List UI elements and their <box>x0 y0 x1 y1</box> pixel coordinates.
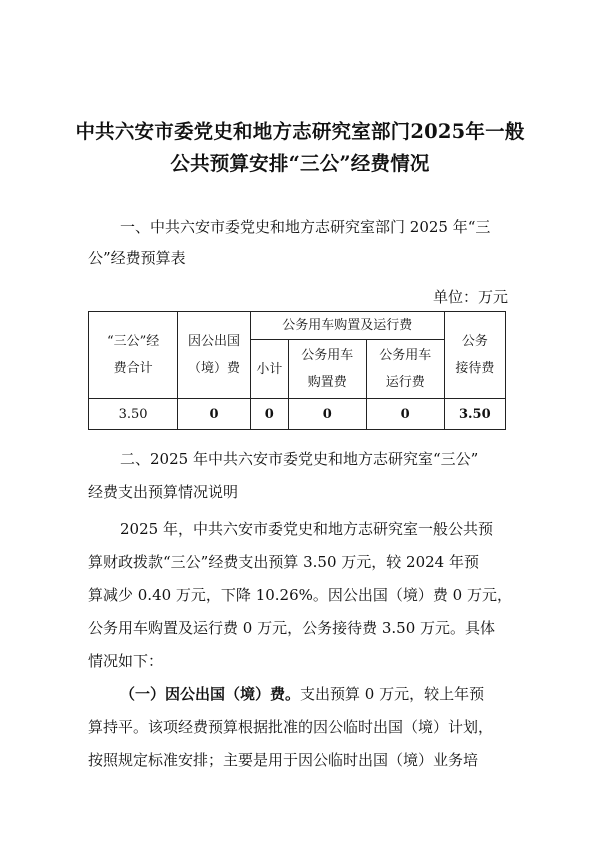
paragraph-line <box>120 683 484 704</box>
unit-label: 单位：万元 <box>432 288 508 306</box>
cell-subtotal: 0 <box>250 399 288 430</box>
header-abroad: 因公出国 （境）费 <box>178 312 251 399</box>
paragraph-line: 公务用车购置及运行费 0 万元，公务接待费 3.50 万元。具体 <box>88 619 496 637</box>
paragraph-line: 算减少 0.40 万元，下降 10.26%。因公出国（境）费 0 万元， <box>88 586 512 604</box>
paragraph-line: 算财政拨款“三公”经费支出预算 3.50 万元，较 2024 年预 <box>88 553 479 571</box>
paragraph-line: 情况如下： <box>88 652 164 670</box>
document-title-line1: 中共六安市委党史和地方志研究室部门2025年一般 <box>75 120 525 143</box>
cell-vehicle-operation: 0 <box>366 399 444 430</box>
header-reception: 公务 接待费 <box>444 312 505 399</box>
paragraph-text: 支出预算 0 万元，较上年预 <box>300 685 485 703</box>
header-vehicle-group: 公务用车购置及运行费 <box>250 312 444 340</box>
section2-heading-line1: 二、2025 年中共六安市委党史和地方志研究室“三公” <box>120 450 479 468</box>
section1-heading-line1: 一、中共六安市委党史和地方志研究室部门 2025 年“三 <box>120 218 491 236</box>
section2-heading-line2: 经费支出预算情况说明 <box>88 483 239 501</box>
subsection-heading: （一）因公出国（境）费。 <box>120 685 301 703</box>
cell-reception: 3.50 <box>444 399 505 430</box>
paragraph-line: 2025 年，中共六安市委党史和地方志研究室一般公共预 <box>120 520 493 538</box>
paragraph-line: 算持平。该项经费预算根据批准的因公临时出国（境）计划， <box>88 718 494 736</box>
cell-total: 3.50 <box>89 399 178 430</box>
header-subtotal: 小计 <box>250 340 288 399</box>
document-title-line2: 公共预算安排“三公”经费情况 <box>170 152 430 175</box>
cell-abroad: 0 <box>178 399 251 430</box>
budget-table <box>88 311 506 430</box>
paragraph-line: 按照规定标准安排；主要是用于因公临时出国（境）业务培 <box>88 751 479 769</box>
header-total: “三公”经 费合计 <box>89 312 178 399</box>
header-vehicle-purchase: 公务用车 购置费 <box>288 340 366 399</box>
header-vehicle-operation: 公务用车 运行费 <box>366 340 444 399</box>
cell-vehicle-purchase: 0 <box>288 399 366 430</box>
section1-heading-line2: 公”经费预算表 <box>88 249 186 267</box>
